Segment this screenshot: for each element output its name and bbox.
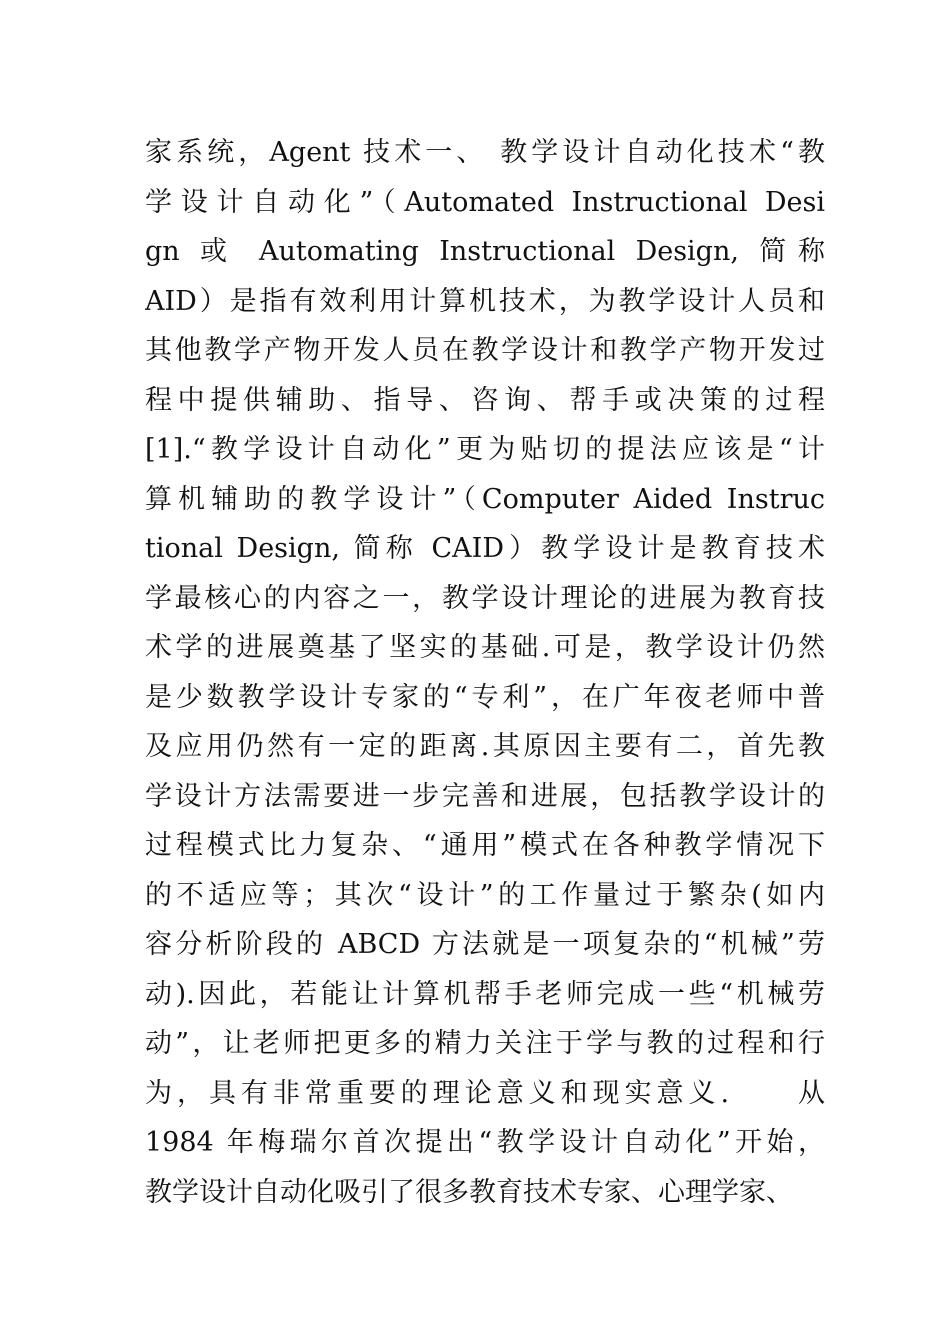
text-line-22: 教学设计自动化吸引了很多教育技术专家、心理学家、 [145,1176,793,1208]
text-line-21: 1984 年梅瑞尔首次提出“教学设计自动化”开始， [145,1127,825,1158]
text-line-20: 为，具有非常重要的理论意义和现实意义. 从 [145,1077,825,1109]
text-line-9: tional Design, 简称 CAID）教学设计是教育技术 [145,533,825,564]
text-line-14: 学设计方法需要进一步完善和进展，包括教学设计的 [145,780,825,812]
text-line-13: 及应用仍然有一定的距离.其原因主要有二，首先教 [145,731,825,762]
text-line-11: 术学的进展奠基了坚实的基础.可是，教学设计仍然 [145,632,825,663]
text-line-15: 过程模式比力复杂、“通用”模式在各种教学情况下 [145,830,825,861]
text-line-16: 的不适应等；其次“设计”的工作量过于繁杂(如内 [145,879,825,911]
text-line-3: gn 或 Automating Instructional Design, 简称 [145,236,825,267]
text-line-17: 容分析阶段的 ABCD 方法就是一项复杂的“机械”劳 [145,929,825,960]
text-line-6: 程中提供辅助、指导、咨询、帮手或决策的过程 [145,384,825,416]
text-line-10: 学最核心的内容之一，教学设计理论的进展为教育技 [145,582,825,614]
text-line-2: 学设计自动化”（Automated Instructional Desi [145,186,825,218]
text-line-8: 算机辅助的教学设计”（Computer Aided Instruc [145,483,825,515]
text-line-1: 家系统，Agent 技术一、 教学设计自动化技术“教 [145,137,825,168]
body-text [145,128,825,1217]
text-line-19: 动”，让老师把更多的精力关注于学与教的过程和行 [145,1028,825,1059]
text-line-18: 动).因此，若能让计算机帮手老师完成一些“机械劳 [145,978,825,1010]
text-line-5: 其他教学产物开发人员在教学设计和教学产物开发过 [145,335,825,366]
text-line-12: 是少数教学设计专家的“专利”，在广年夜老师中普 [145,681,825,713]
text-line-7: [1].“教学设计自动化”更为贴切的提法应该是“计 [145,434,825,465]
text-line-4: AID）是指有效利用计算机技术，为教学设计人员和 [145,285,825,317]
